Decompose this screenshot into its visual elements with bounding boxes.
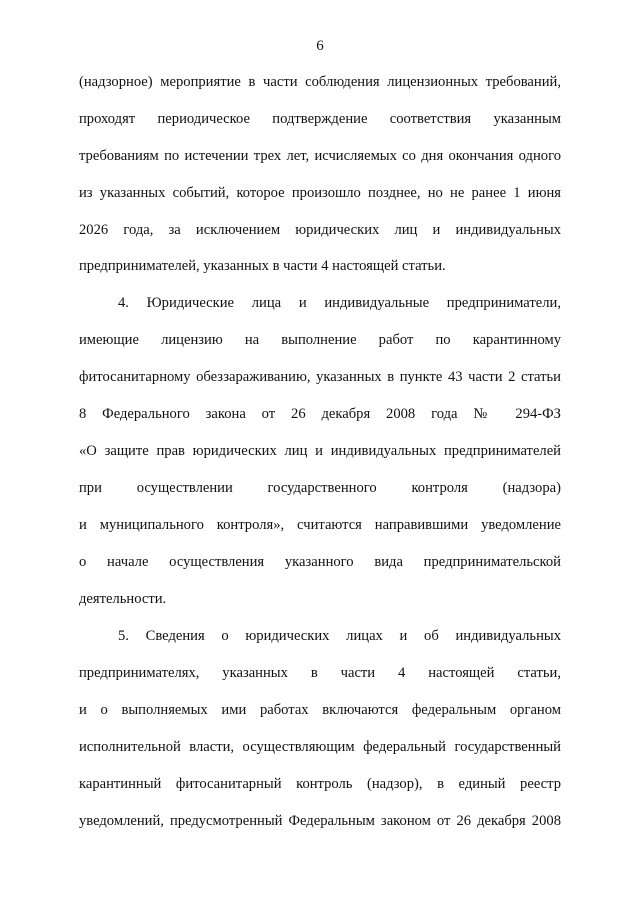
text-line: о начале осуществления указанного вида предпринимательской xyxy=(79,554,561,570)
text-line: уведомлений, предусмотренный Федеральным законом от 26 декабря 2008 xyxy=(79,813,561,829)
text-line: и муниципального контроля», считаются направившими уведомление xyxy=(79,517,561,533)
paragraph-start-line: 5. Сведения о юридических лицах и об индивидуальных xyxy=(118,628,561,644)
text-line: (надзорное) мероприятие в части соблюдения лицензионных требований, xyxy=(79,74,561,90)
text-line: деятельности. xyxy=(79,591,167,607)
text-line: имеющие лицензию на выполнение работ по карантинному xyxy=(79,332,561,348)
text-line: 8 Федерального закона от 26 декабря 2008 года № 294-ФЗ xyxy=(79,406,561,422)
text-line: и о выполняемых ими работах включаются федеральным органом xyxy=(79,702,561,718)
text-line: из указанных событий, которое произошло позднее, но не ранее 1 июня xyxy=(79,185,561,201)
text-line: предпринимателей, указанных в части 4 настоящей статьи. xyxy=(79,258,446,274)
page-number: 6 xyxy=(316,38,324,54)
text-line: фитосанитарному обеззараживанию, указанных в пункте 43 части 2 статьи xyxy=(79,369,561,385)
text-line: требованиям по истечении трех лет, исчисляемых со дня окончания одного xyxy=(79,148,561,164)
text-line: проходят периодическое подтверждение соответствия указанным xyxy=(79,111,561,127)
text-line: при осуществлении государственного контроля (надзора) xyxy=(79,480,561,496)
paragraph-start-line: 4. Юридические лица и индивидуальные предприниматели, xyxy=(118,295,561,311)
text-line: «О защите прав юридических лиц и индивидуальных предпринимателей xyxy=(79,443,561,459)
text-line: 2026 года, за исключением юридических лиц и индивидуальных xyxy=(79,222,561,238)
text-line: карантинный фитосанитарный контроль (надзор), в единый реестр xyxy=(79,776,561,792)
text-line: исполнительной власти, осуществляющим федеральный государственный xyxy=(79,739,561,755)
text-line: предпринимателях, указанных в части 4 настоящей статьи, xyxy=(79,665,561,681)
